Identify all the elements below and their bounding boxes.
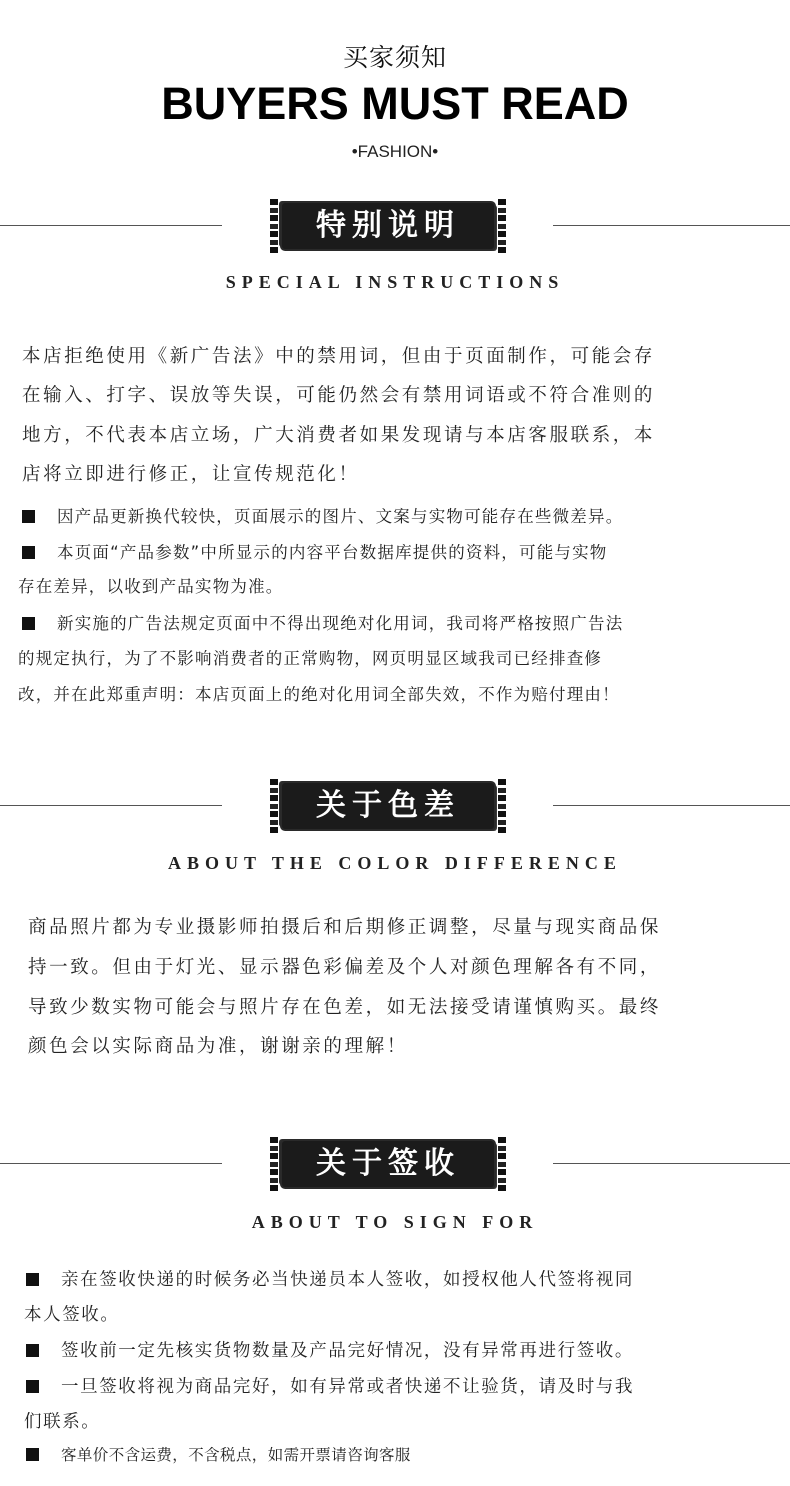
square-bullet-icon bbox=[22, 617, 35, 630]
sign-bullet-1-cont: 本人签收。 bbox=[24, 1305, 120, 1325]
divider-right bbox=[553, 805, 790, 806]
special-para-line: 本店拒绝使用《新广告法》中的禁用词，但由于页面制作，可能会存 bbox=[22, 346, 656, 367]
divider-left bbox=[0, 225, 222, 226]
divider-right bbox=[553, 225, 790, 226]
special-bullet-3-cont: 改，并在此郑重声明：本店页面上的绝对化用词全部失效，不作为赔付理由！ bbox=[18, 685, 620, 704]
sign-title: 关于签收 bbox=[316, 1146, 460, 1181]
special-para-line: 地方，不代表本店立场，广大消费者如果发现请与本店客服联系，本 bbox=[22, 425, 656, 446]
square-bullet-icon bbox=[22, 510, 35, 523]
fashion-tagline: •FASHION• bbox=[351, 142, 439, 161]
color-para-line: 导致少数实物可能会与照片存在色差，如无法接受请谨慎购买。最终 bbox=[28, 997, 662, 1018]
divider-right bbox=[553, 1163, 790, 1164]
sign-badge bbox=[270, 1135, 506, 1191]
special-bullet-1: 因产品更新换代较快，页面展示的图片、文案与实物可能存在些微差异。 bbox=[22, 503, 623, 527]
page-title-cn: 买家须知 bbox=[342, 43, 447, 72]
sign-subtitle: ABOUT TO SIGN FOR bbox=[251, 1212, 539, 1232]
page-title-en: BUYERS MUST READ bbox=[161, 78, 629, 129]
square-bullet-icon bbox=[26, 1380, 39, 1393]
special-para-line: 在输入、打字、误放等失误，可能仍然会有禁用词语或不符合准则的 bbox=[22, 385, 656, 406]
divider-left bbox=[0, 1163, 222, 1164]
color-para-line: 颜色会以实际商品为准，谢谢亲的理解！ bbox=[28, 1036, 408, 1057]
square-bullet-icon bbox=[26, 1273, 39, 1286]
color-para-line: 商品照片都为专业摄影师拍摄后和后期修正调整，尽量与现实商品保 bbox=[28, 917, 662, 938]
sign-bullet-2: 签收前一定先核实货物数量及产品完好情况，没有异常再进行签收。 bbox=[26, 1337, 634, 1362]
square-bullet-icon bbox=[26, 1448, 39, 1461]
special-bullet-3-cont: 的规定执行，为了不影响消费者的正常购物，网页明显区域我司已经排查修 bbox=[18, 649, 603, 668]
sign-bullet-3-cont: 们联系。 bbox=[24, 1412, 101, 1432]
divider-left bbox=[0, 805, 222, 806]
color-badge bbox=[270, 777, 506, 833]
sign-bullet-3: 一旦签收将视为商品完好，如有异常或者快递不让验货，请及时与我 bbox=[26, 1373, 634, 1398]
square-bullet-icon bbox=[22, 546, 35, 559]
color-title: 关于色差 bbox=[316, 788, 460, 823]
square-bullet-icon bbox=[26, 1344, 39, 1357]
color-subtitle: ABOUT THE COLOR DIFFERENCE bbox=[168, 853, 622, 873]
special-title: 特别说明 bbox=[316, 208, 460, 243]
special-bullet-2-cont: 存在差异，以收到产品实物为准。 bbox=[18, 577, 284, 596]
special-para-line: 店将立即进行修正，让宣传规范化！ bbox=[22, 464, 360, 485]
special-subtitle: SPECIAL INSTRUCTIONS bbox=[225, 272, 565, 292]
special-badge bbox=[270, 197, 506, 253]
special-bullet-2: 本页面“产品参数”中所显示的内容平台数据库提供的资料，可能与实物 bbox=[22, 539, 608, 563]
sign-bullet-1: 亲在签收快递的时候务必当快递员本人签收，如授权他人代签将视同 bbox=[26, 1266, 634, 1291]
color-para-line: 持一致。但由于灯光、显示器色彩偏差及个人对颜色理解各有不同， bbox=[28, 957, 662, 978]
special-bullet-3: 新实施的广告法规定页面中不得出现绝对化用词，我司将严格按照广告法 bbox=[22, 610, 623, 634]
sign-bullet-4: 客单价不含运费，不含税点，如需开票请咨询客服 bbox=[26, 1443, 411, 1465]
